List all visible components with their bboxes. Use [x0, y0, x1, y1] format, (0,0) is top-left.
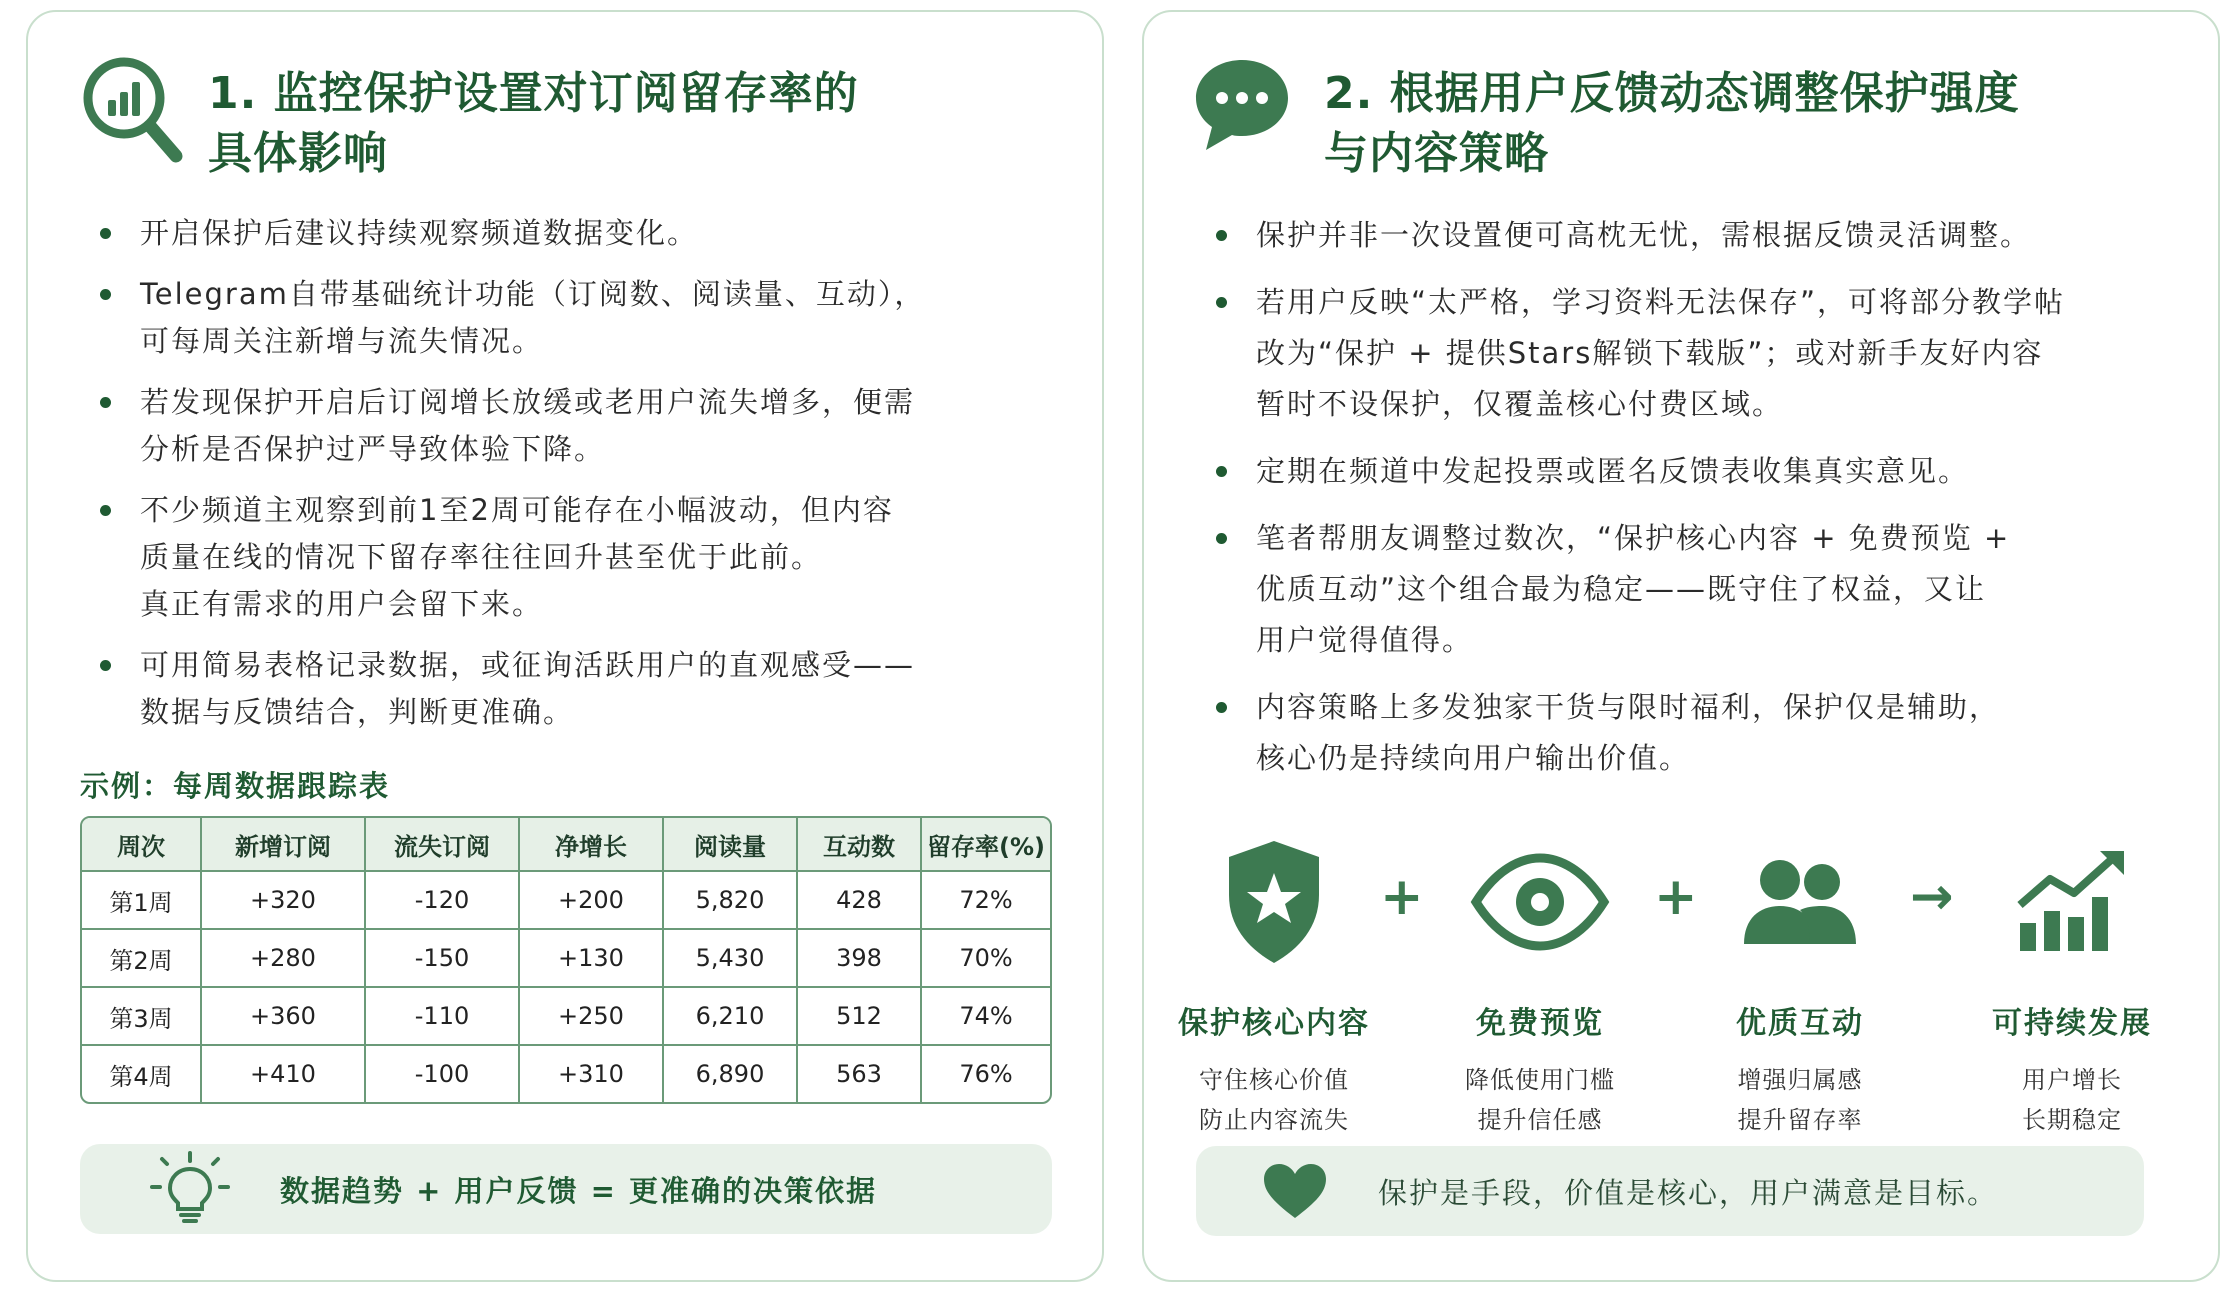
users-icon	[1740, 852, 1860, 952]
arrow-operator: →	[1910, 867, 1954, 927]
table-cell: 74%	[922, 988, 1050, 1046]
flow-step-protect	[1164, 832, 1384, 1140]
table-cell: 76%	[959, 1060, 1013, 1088]
banner-text: 保护是手段，价值是核心，用户满意是目标。	[1378, 1175, 1999, 1210]
flow-label: 可持续发展	[1992, 1006, 2152, 1041]
section-title: 1. 监控保护设置对订阅留存率的 具体影响	[208, 68, 859, 179]
table-cell: +250	[520, 988, 664, 1046]
column-header: 互动数	[798, 818, 922, 872]
bullet-item: 定期在频道中发起投票或匿名反馈表收集真实意见。	[1204, 446, 2065, 497]
column-header: 净增长	[520, 818, 664, 872]
column-header: 新增订阅	[202, 818, 366, 872]
growth-chart-icon	[2012, 847, 2132, 957]
adjust-bullet-list	[1204, 210, 2065, 800]
table-cell: 5,430	[664, 930, 798, 988]
table-cell: +310	[520, 1046, 664, 1102]
table-row	[82, 930, 1050, 988]
flow-step-sustainable	[1962, 832, 2182, 1140]
table-cell: 第3周	[82, 988, 202, 1046]
flow-desc: 增强归属感 提升留存率	[1737, 1066, 1863, 1134]
table-cell: 563	[798, 1046, 922, 1102]
summary-banner	[1196, 1146, 2144, 1236]
table-cell: +320	[202, 872, 366, 930]
table-row	[82, 988, 1050, 1046]
column-header: 流失订阅	[366, 818, 520, 872]
table-cell: 70%	[922, 930, 1050, 988]
plus-operator: +	[1380, 867, 1424, 927]
plus-operator: +	[1654, 867, 1698, 927]
card-monitor-retention	[26, 10, 1104, 1282]
summary-banner	[80, 1144, 1052, 1234]
bullet-item: 可用简易表格记录数据，或征询活跃用户的直观感受—— 数据与反馈结合，判断更准确。	[88, 642, 925, 736]
column-header: 周次	[82, 818, 202, 872]
table-caption: 示例：每周数据跟踪表	[80, 769, 391, 803]
bullet-item: 内容策略上多发独家干货与限时福利，保护仅是辅助， 核心仍是持续向用户输出价值。	[1204, 682, 2065, 784]
bullet-item: 若用户反映“太严格，学习资料无法保存”，可将部分教学帖 改为“保护 + 提供Stars解锁下载版”；或对新手友好内容 暂时不设保护，仅覆盖核心付费区域。	[1204, 277, 2065, 430]
chat-bubble-icon	[1190, 52, 1300, 162]
bullet-item: Telegram自带基础统计功能（订阅数、阅读量、互动）， 可每周关注新增与流失情况。	[88, 271, 925, 365]
table-cell: 6,890	[664, 1046, 798, 1102]
weekly-tracking-table	[80, 816, 1052, 1104]
column-header: 留存率(%)	[922, 818, 1050, 872]
table-cell: +360	[202, 988, 366, 1046]
bullet-item: 笔者帮朋友调整过数次，“保护核心内容 + 免费预览 + 优质互动”这个组合最为稳定——既守住了权益，又让 用户觉得值得。	[1204, 513, 2065, 666]
flow-desc: 守住核心价值 防止内容流失	[1199, 1066, 1349, 1134]
flow-label: 保护核心内容	[1178, 1006, 1370, 1041]
table-cell: -100	[366, 1046, 520, 1102]
flow-desc: 降低使用门槛 提升信任感	[1465, 1066, 1615, 1134]
banner-text: 数据趋势 + 用户反馈 = 更准确的决策依据	[280, 1173, 877, 1208]
bullet-item: 开启保护后建议持续观察频道数据变化。	[88, 210, 925, 257]
table-cell: 428	[798, 872, 922, 930]
card-adjust-strategy	[1142, 10, 2220, 1282]
flow-label: 免费预览	[1476, 1006, 1604, 1041]
table-cell: 第4周	[82, 1046, 202, 1102]
table-cell: -120	[366, 872, 520, 930]
table-cell: 512	[798, 988, 922, 1046]
table-cell: 第1周	[82, 872, 202, 930]
table-header-row	[82, 818, 1050, 872]
magnifier-chart-icon	[78, 52, 188, 172]
table-cell: +200	[520, 872, 664, 930]
bullet-item: 不少频道主观察到前1至2周可能存在小幅波动，但内容 质量在线的情况下留存率往往回升甚至优于此前。 真正有需求的用户会留下来。	[88, 487, 925, 628]
table-cell: 6,210	[664, 988, 798, 1046]
monitor-bullet-list	[88, 210, 925, 750]
bullet-item: 若发现保护开启后订阅增长放缓或老用户流失增多，便需 分析是否保护过严导致体验下降。	[88, 379, 925, 473]
column-header: 阅读量	[664, 818, 798, 872]
section-title: 2. 根据用户反馈动态调整保护强度 与内容策略	[1324, 68, 2020, 179]
flow-label: 优质互动	[1736, 1006, 1864, 1041]
table-cell: +410	[202, 1046, 366, 1102]
table-cell: 5,820	[664, 872, 798, 930]
table-cell: 72%	[922, 872, 1050, 930]
table-cell: -150	[366, 930, 520, 988]
heart-icon	[1262, 1162, 1328, 1220]
eye-icon	[1470, 852, 1610, 952]
table-cell: +280	[202, 930, 366, 988]
bullet-item: 保护并非一次设置便可高枕无忧，需根据反馈灵活调整。	[1204, 210, 2065, 261]
table-cell: 398	[798, 930, 922, 988]
flow-step-interaction	[1690, 832, 1910, 1140]
table-cell: -110	[366, 988, 520, 1046]
table-row	[82, 1046, 1050, 1102]
lightbulb-icon	[150, 1149, 230, 1229]
table-cell: 第2周	[82, 930, 202, 988]
table-cell: +130	[520, 930, 664, 988]
flow-desc: 用户增长 长期稳定	[2022, 1066, 2122, 1134]
shield-star-icon	[1219, 837, 1329, 967]
flow-step-preview	[1430, 832, 1650, 1140]
table-row	[82, 872, 1050, 930]
